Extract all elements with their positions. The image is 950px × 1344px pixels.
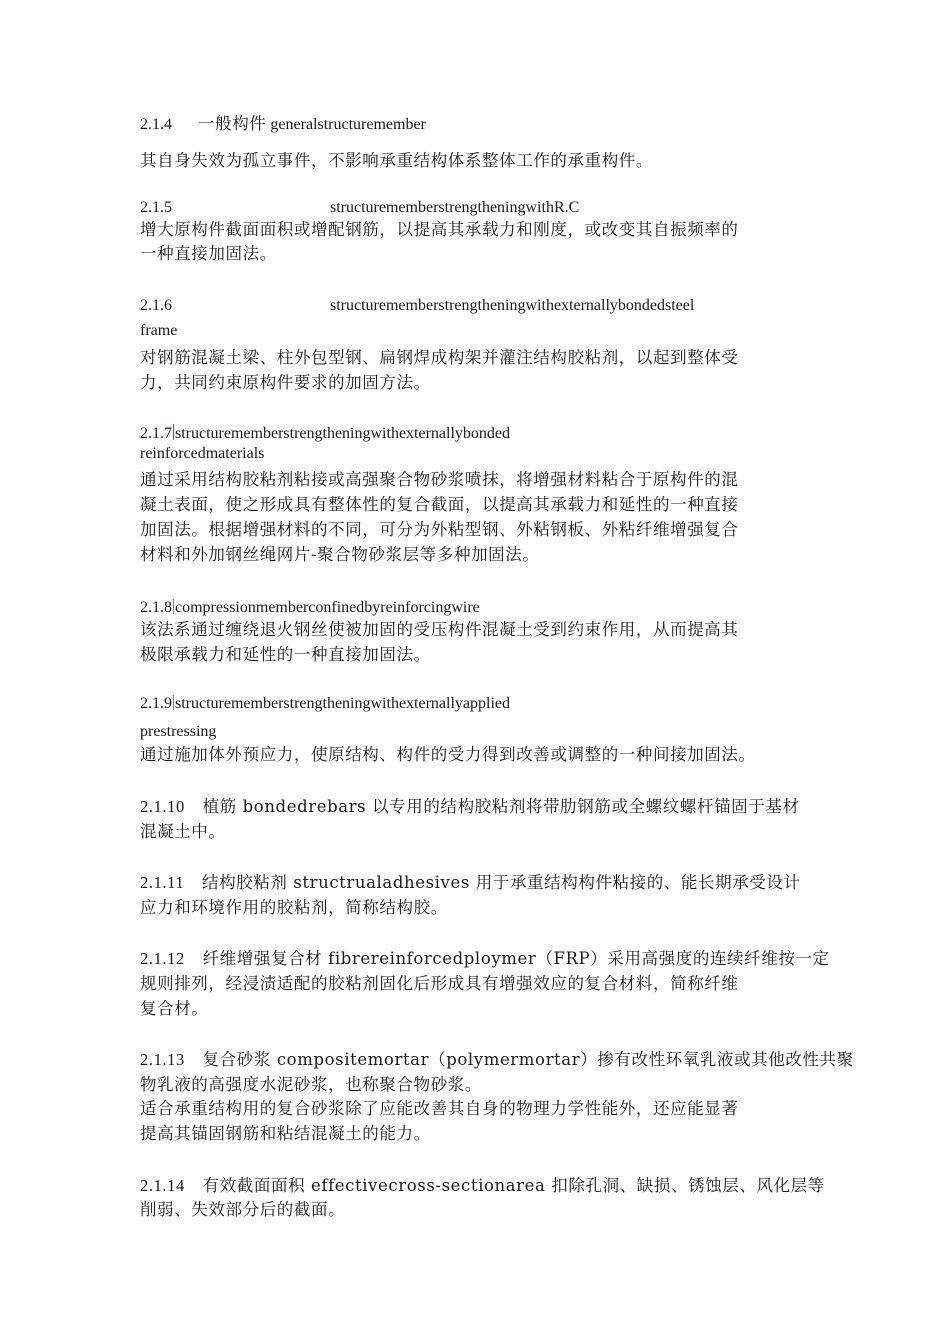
clause-number: 2.1.9 (140, 695, 172, 712)
term-entry-2-1-10 (140, 797, 800, 817)
field-marker (173, 599, 174, 614)
clause-number: 2.1.11 (140, 873, 185, 892)
definition-line: 复合砂浆 compositemortar（polymermortar）掺有改性环氧乳液或其他改性共聚 (202, 1050, 854, 1069)
clause-number: 2.1.4 (140, 116, 172, 133)
clause-number: 2.1.14 (140, 1176, 185, 1195)
term-en: structurememberstrengtheningwithexternallybondedsteel (330, 297, 695, 314)
term-heading-2-1-9 (140, 694, 510, 714)
text-cursor (173, 424, 174, 440)
definition-line: 应力和环境作用的胶粘剂，简称结构胶。 (140, 898, 448, 917)
term-en-continued: prestressing (140, 723, 217, 740)
definition-line: 该法系通过缠绕退火钢丝使被加固的受压构件混凝土受到约束作用，从而提高其 (140, 620, 739, 639)
term-en: structurememberstrengtheningwithexternallyapplied (175, 695, 510, 712)
term-en: structurememberstrengtheningwithR.C (330, 199, 580, 216)
definition-line: 其自身失效为孤立事件，不影响承重结构体系整体工作的承重构件。 (140, 151, 653, 170)
definition-line: 通过施加体外预应力，使原结构、构件的受力得到改善或调整的一种间接加固法。 (140, 745, 756, 764)
clause-number: 2.1.12 (140, 949, 185, 968)
definition-line: 复合材。 (140, 999, 209, 1018)
term-en-continued: frame (140, 322, 178, 339)
definition-line: 加固法。根据增强材料的不同，可分为外粘型钢、外粘钢板、外粘纤维增强复合 (140, 520, 739, 539)
clause-number: 2.1.5 (140, 199, 172, 216)
definition-line: 力，共同约束原构件要求的加固方法。 (140, 373, 431, 392)
term-cn: 一般构件 (198, 114, 267, 133)
term-entry-2-1-11 (140, 873, 801, 893)
definition-line: 规则排列，经浸渍适配的胶粘剂固化后形成具有增强效应的复合材料，简称纤维 (140, 974, 739, 993)
term-entry-2-1-14 (140, 1176, 825, 1196)
term-heading-2-1-4 (140, 114, 426, 135)
definition-line: 削弱、失效部分后的截面。 (140, 1200, 346, 1219)
definition-line: 物乳液的高强度水泥砂浆，也称聚合物砂浆。 (140, 1075, 482, 1094)
definition-line: 增大原构件截面面积或增配钢筋，以提高其承载力和刚度，或改变其自振频率的 (140, 220, 739, 239)
definition-line: 植筋 bondedrebars 以专用的结构胶粘剂将带肋钢筋或全螺纹螺杆锚固于基材 (202, 797, 800, 816)
term-en-continued: reinforcedmaterials (140, 445, 265, 462)
clause-number: 2.1.8 (140, 599, 172, 616)
term-en: generalstructuremember (270, 116, 426, 133)
definition-line: 混凝土中。 (140, 822, 226, 841)
term-en: structurememberstrengtheningwithexternallybonded (175, 425, 511, 442)
term-heading-2-1-5 (140, 198, 172, 218)
term-entry-2-1-12 (140, 949, 830, 969)
definition-line: 通过采用结构胶粘剂粘接或高强聚合物砂浆喷抹，将增强材料粘合于原构件的混 (140, 470, 739, 489)
field-marker (173, 695, 174, 710)
definition-line: 结构胶粘剂 structrualadhesives 用于承重结构构件粘接的、能长期承受设计 (201, 873, 801, 892)
term-heading-2-1-6 (140, 296, 172, 316)
definition-line: 凝土表面，使之形成具有整体性的复合截面，以提高其承载力和延性的一种直接 (140, 495, 739, 514)
definition-line: 有效截面面积 effectivecross-sectionarea 扣除孔洞、缺损、锈蚀层、风化层等 (202, 1176, 825, 1195)
definition-line: 极限承载力和延性的一种直接加固法。 (140, 645, 431, 664)
definition-line: 纤维增强复合材 fibrereinforcedploymer（FRP）采用高强度的连续纤维按一定 (202, 949, 830, 968)
definition-line: 材料和外加钢丝绳网片-聚合物砂浆层等多种加固法。 (140, 545, 540, 564)
term-heading-2-1-7 (140, 424, 510, 444)
term-entry-2-1-13 (140, 1050, 854, 1070)
definition-line: 对钢筋混凝土梁、柱外包型钢、扁钢焊成构架并灌注结构胶粘剂，以起到整体受 (140, 348, 739, 367)
clause-number: 2.1.13 (140, 1050, 185, 1069)
definition-line: 提高其锚固钢筋和粘结混凝土的能力。 (140, 1124, 431, 1143)
term-heading-2-1-8 (140, 598, 480, 618)
definition-line: 适合承重结构用的复合砂浆除了应能改善其自身的物理力学性能外，还应能显著 (140, 1099, 739, 1118)
clause-number: 2.1.10 (140, 797, 185, 816)
definition-line: 一种直接加固法。 (140, 244, 277, 263)
clause-number: 2.1.6 (140, 297, 172, 314)
clause-number: 2.1.7 (140, 425, 172, 442)
term-en: compressionmemberconfinedbyreinforcingwire (175, 599, 480, 616)
